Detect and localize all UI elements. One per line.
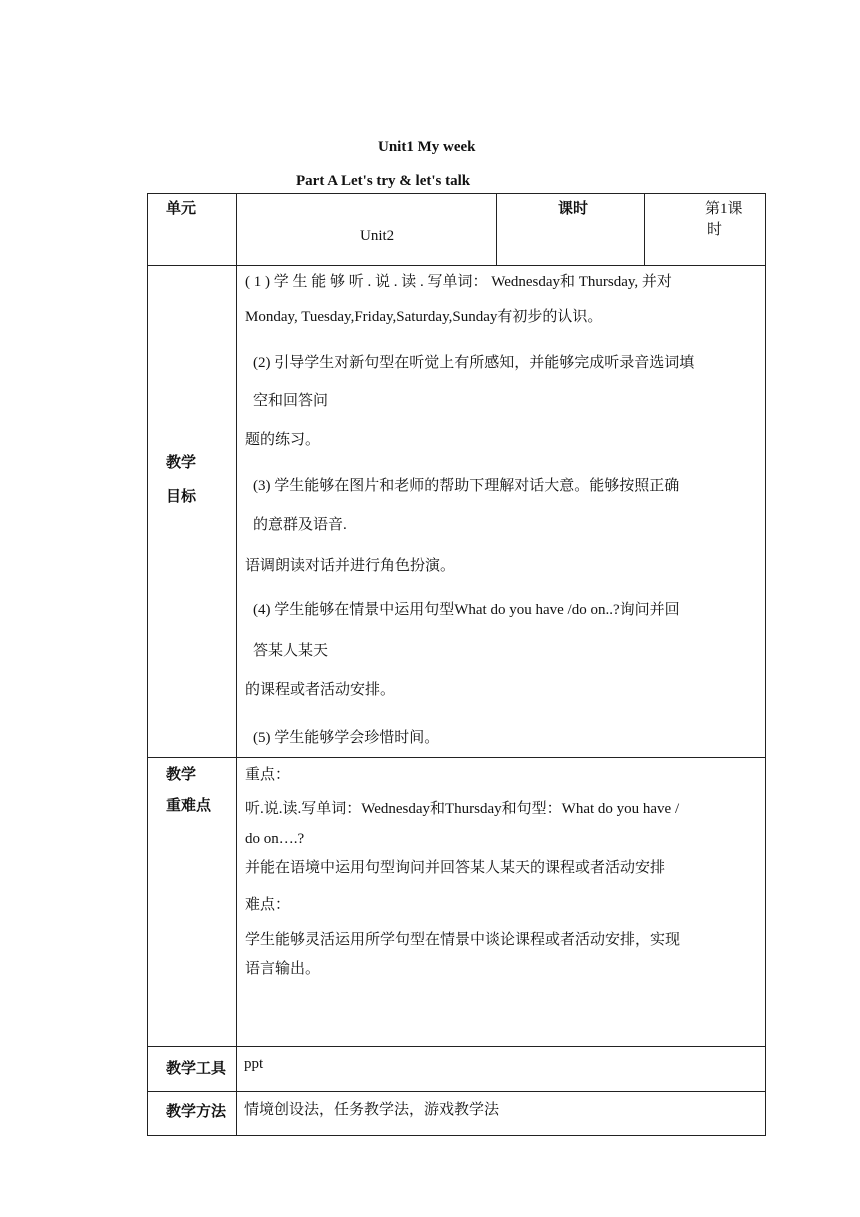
table-col-divider	[496, 193, 497, 265]
table-row-divider	[147, 265, 766, 266]
keypoint-line: 重点：	[245, 767, 291, 783]
period-value-line1: 第1课	[705, 201, 743, 217]
keypoints-label-line1: 教学	[166, 767, 197, 783]
goal-line: 的课程或者活动安排。	[245, 682, 396, 698]
goal-line: (2) 引导学生对新句型在听觉上有所感知，并能够完成听录音选词填	[253, 355, 695, 371]
methods-label: 教学方法	[166, 1104, 227, 1120]
tools-label: 教学工具	[166, 1061, 227, 1077]
goal-line: 的意群及语音.	[253, 517, 347, 533]
table-row-divider	[147, 757, 766, 758]
goal-line: ( 1 ) 学 生 能 够 听 . 说 . 读 . 写单词： Wednesday和 Thursday, 并对	[245, 274, 672, 290]
methods-value: 情境创设法，任务教学法，游戏教学法	[244, 1102, 500, 1118]
keypoint-line: 听.说.读.写单词：Wednesday和Thursday和句型：What do you have /	[245, 801, 680, 817]
keypoint-line: 并能在语境中运用句型询问并回答某人某天的课程或者活动安排	[245, 860, 666, 876]
goal-line: (3) 学生能够在图片和老师的帮助下理解对话大意。能够按照正确	[253, 478, 680, 494]
goals-label-line2: 目标	[166, 489, 197, 505]
goal-line: (4) 学生能够在情景中运用句型What do you have /do on..?询问并回	[253, 602, 680, 618]
table-col-divider	[644, 193, 645, 265]
keypoints-label-line2: 重难点	[166, 798, 212, 814]
goal-line: 语调朗读对话并进行角色扮演。	[245, 558, 456, 574]
lesson-plan-table	[147, 193, 766, 1136]
doc-title: Unit1 My week	[378, 139, 476, 155]
table-border-right	[765, 193, 766, 1136]
goals-label-line1: 教学	[166, 455, 197, 471]
goal-line: 题的练习。	[245, 432, 321, 448]
table-row-divider	[147, 1046, 766, 1047]
keypoint-line: 难点：	[245, 897, 291, 913]
goal-line: (5) 学生能够学会珍惜时间。	[253, 730, 440, 746]
keypoint-line: do on….?	[245, 831, 305, 847]
unit-value: Unit2	[360, 228, 395, 244]
goal-line: 空和回答问	[253, 393, 329, 409]
table-border-bottom	[147, 1135, 766, 1136]
period-value-line2: 时	[707, 222, 723, 238]
table-row-divider	[147, 1091, 766, 1092]
doc-subtitle: Part A Let's try & let's talk	[296, 173, 471, 189]
keypoint-line: 语言输出。	[245, 961, 321, 977]
table-border-left	[147, 193, 148, 1136]
keypoint-line: 学生能够灵活运用所学句型在情景中谈论课程或者活动安排，实现	[245, 932, 681, 948]
table-col-divider	[236, 193, 237, 1136]
period-label: 课时	[558, 201, 589, 217]
tools-value: ppt	[244, 1056, 264, 1072]
unit-label: 单元	[166, 201, 197, 217]
goal-line: Monday, Tuesday,Friday,Saturday,Sunday有初步的认识。	[245, 309, 603, 325]
goal-line: 答某人某天	[253, 643, 329, 659]
table-border-top	[147, 193, 766, 194]
